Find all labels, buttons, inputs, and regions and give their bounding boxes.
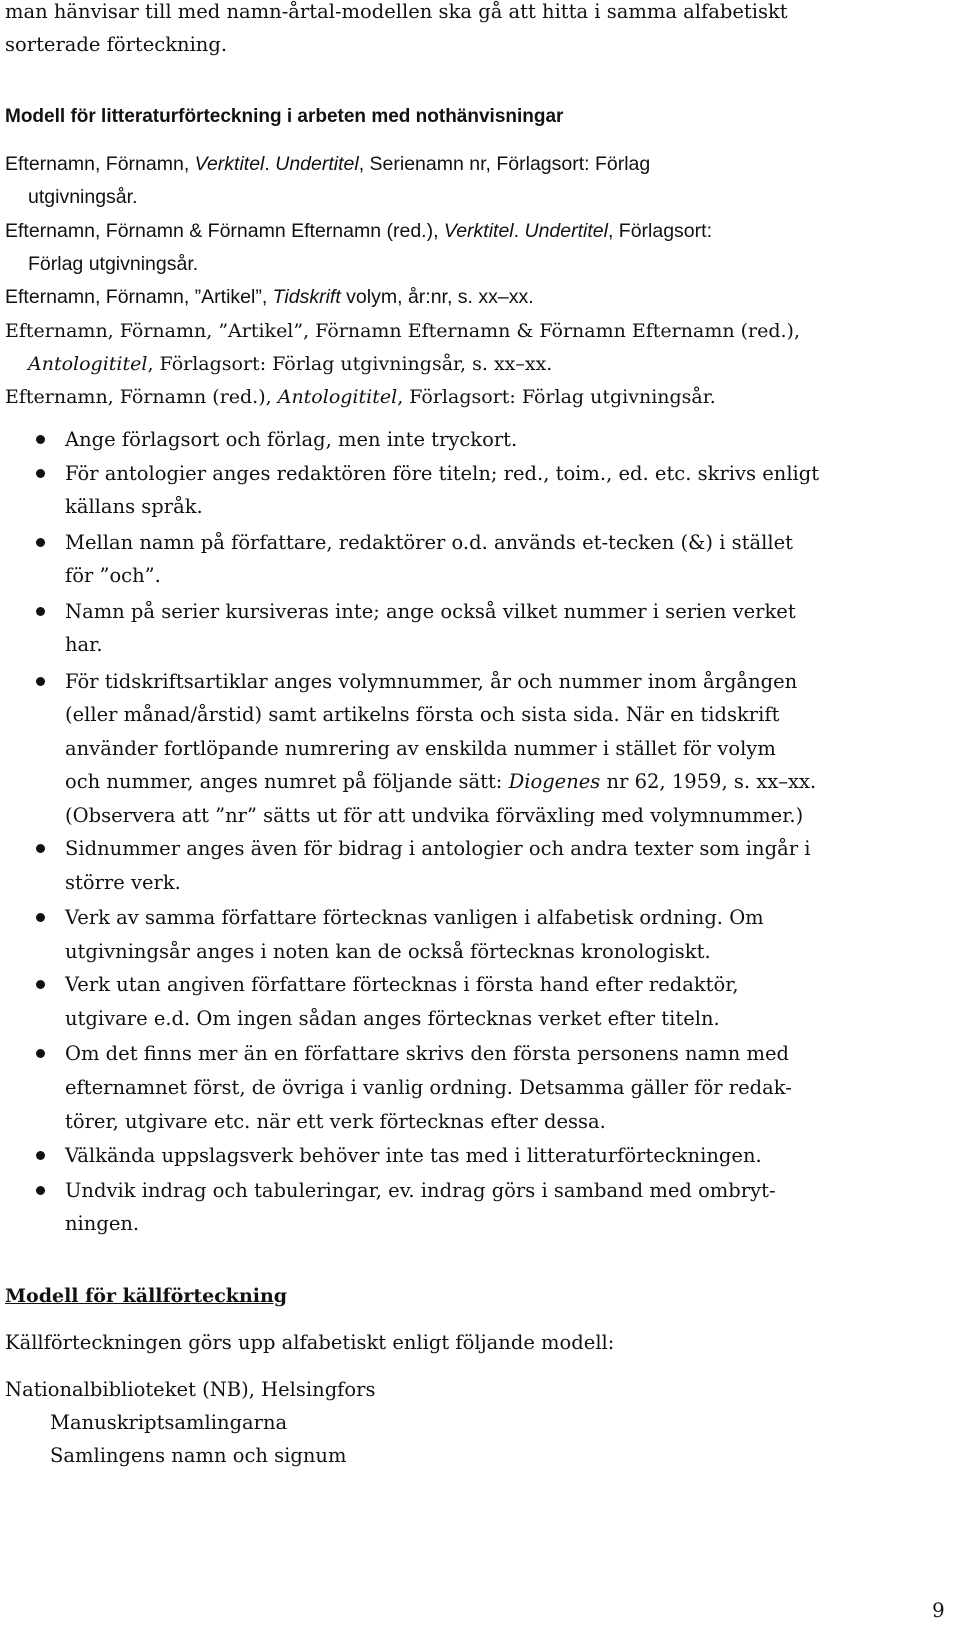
bullet-item-page-numbers: Sidnummer anges även för bidrag i antologier och andra texter som ingår i: [65, 837, 811, 860]
source-example-signum: Samlingens namn och signum: [50, 1444, 347, 1467]
bullet-marker: [36, 1186, 45, 1195]
bullet-item-multiple-authors-cont-1: efternamnet först, de övriga i vanlig ordning. Detsamma gäller för redak-: [65, 1076, 792, 1099]
bullet-text: nr 62, 1959, s. xx–xx.: [600, 770, 817, 793]
bullet-marker: [36, 913, 45, 922]
bullet-item-series: Namn på serier kursiveras inte; ange också vilket nummer i serien verket: [65, 600, 796, 623]
reference-entry-edited-cont: Förlag utgivningsår.: [28, 253, 199, 275]
bullet-item-multiple-authors-cont-2: törer, utgivare etc. när ett verk förtecknas efter dessa.: [65, 1110, 606, 1133]
bullet-marker: [36, 469, 45, 478]
bullet-item-no-author-cont: utgivare e.d. Om ingen sådan anges förtecknas verket efter titeln.: [65, 1007, 720, 1030]
bullet-item-ampersand-cont: för ”och”.: [65, 564, 161, 587]
entry-text: .: [513, 220, 525, 242]
entry-journal: Tidskrift: [272, 286, 341, 308]
bullet-marker: [36, 677, 45, 686]
bullet-item-series-cont: har.: [65, 633, 103, 656]
sources-intro: Källförteckningen görs upp alfabetiskt enligt följande modell:: [5, 1331, 615, 1354]
bullet-item-ampersand: Mellan namn på författare, redaktörer o.d. används et-tecken (&) i stället: [65, 531, 793, 554]
entry-text: Efternamn, Förnamn, ”Artikel”,: [5, 286, 273, 308]
bullet-item-encyclopedias: Välkända uppslagsverk behöver inte tas med i litteraturförteckningen.: [65, 1144, 762, 1167]
bullet-item-same-author-cont: utgivningsår anges i noten kan de också förtecknas kronologiskt.: [65, 940, 711, 963]
bullet-item-journal-cont-1: (eller månad/årstid) samt artikelns första och sista sida. När en tidskrift: [65, 703, 780, 726]
reference-entry-book-cont: utgivningsår.: [28, 186, 138, 208]
reference-entry-article: [5, 285, 534, 309]
entry-text: , Serienamn nr, Förlagsort: Förlag: [358, 153, 651, 175]
entry-text: , Förlagsort:: [607, 220, 712, 242]
bullet-item-no-author: Verk utan angiven författare förtecknas i första hand efter redaktör,: [65, 973, 739, 996]
entry-text: , Förlagsort: Förlag utgivningsår.: [397, 386, 716, 408]
entry-text: Efternamn, Förnamn & Förnamn Efternamn (red.),: [5, 220, 444, 242]
reference-entry-chapter: Efternamn, Förnamn, ”Artikel”, Förnamn Efternamn & Förnamn Efternamn (red.),: [5, 320, 801, 342]
bullet-item-same-author: Verk av samma författare förtecknas vanligen i alfabetisk ordning. Om: [65, 906, 764, 929]
reference-entry-anthology: [5, 385, 716, 409]
bullet-marker: [36, 1049, 45, 1058]
entry-text: , Förlagsort: Förlag utgivningsår, s. xx–xx.: [147, 353, 553, 375]
entry-text: .: [264, 153, 276, 175]
bullet-marker: [36, 435, 45, 444]
bullet-item-journal-cont-2: använder fortlöpande numrering av enskilda nummer i stället för volym: [65, 737, 776, 760]
reference-entry-book: [5, 152, 650, 176]
reference-entry-edited: [5, 219, 712, 243]
entry-title: Verktitel: [443, 220, 514, 242]
entry-text: Efternamn, Förnamn,: [5, 153, 195, 175]
intro-line-1: man hänvisar till med namn-årtal-modellen ska gå att hitta i samma alfabetiskt: [5, 0, 788, 23]
entry-anthology-title: Antologititel: [28, 353, 148, 375]
section-heading-sources: Modell för källförteckning: [5, 1285, 288, 1307]
entry-text: volym, år:nr, s. xx–xx.: [340, 286, 534, 308]
intro-line-2: sorterade förteckning.: [5, 33, 228, 56]
entry-text: Efternamn, Förnamn (red.),: [5, 386, 278, 408]
bullet-item-editor-cont: källans språk.: [65, 495, 203, 518]
bullet-item-publisher: Ange förlagsort och förlag, men inte tryckort.: [65, 428, 518, 451]
bullet-item-journal-cont-4: (Observera att ”nr” sätts ut för att undvika förväxling med volymnummer.): [65, 804, 804, 827]
bullet-item-page-numbers-cont: större verk.: [65, 871, 181, 894]
bullet-item-editor: För antologier anges redaktören före titeln; red., toim., ed. etc. skrivs enligt: [65, 462, 820, 485]
bullet-text: och nummer, anges numret på följande sätt:: [65, 770, 509, 793]
journal-example-title: Diogenes: [508, 770, 601, 793]
entry-subtitle: Undertitel: [275, 153, 359, 175]
entry-anthology-title: Antologititel: [277, 386, 398, 408]
bullet-marker: [36, 538, 45, 547]
source-example-archive: Nationalbiblioteket (NB), Helsingfors: [5, 1378, 376, 1401]
bullet-item-journal-cont-3: [65, 770, 816, 794]
bullet-item-journal: För tidskriftsartiklar anges volymnummer, år och nummer inom årgången: [65, 670, 798, 693]
section-heading-literature: Modell för litteraturförteckning i arbeten med nothänvisningar: [5, 106, 564, 127]
bullet-marker: [36, 980, 45, 989]
bullet-marker: [36, 844, 45, 853]
bullet-item-indentation-cont: ningen.: [65, 1212, 140, 1235]
bullet-item-multiple-authors: Om det finns mer än en författare skrivs den första personens namn med: [65, 1042, 790, 1065]
page-number: 9: [932, 1598, 945, 1622]
bullet-item-indentation: Undvik indrag och tabuleringar, ev. indrag görs i samband med ombryt-: [65, 1179, 776, 1202]
entry-title: Verktitel: [194, 153, 265, 175]
source-example-collection: Manuskriptsamlingarna: [50, 1411, 288, 1434]
entry-subtitle: Undertitel: [524, 220, 608, 242]
bullet-marker: [36, 607, 45, 616]
reference-entry-chapter-cont: [28, 352, 552, 376]
bullet-marker: [36, 1151, 45, 1160]
